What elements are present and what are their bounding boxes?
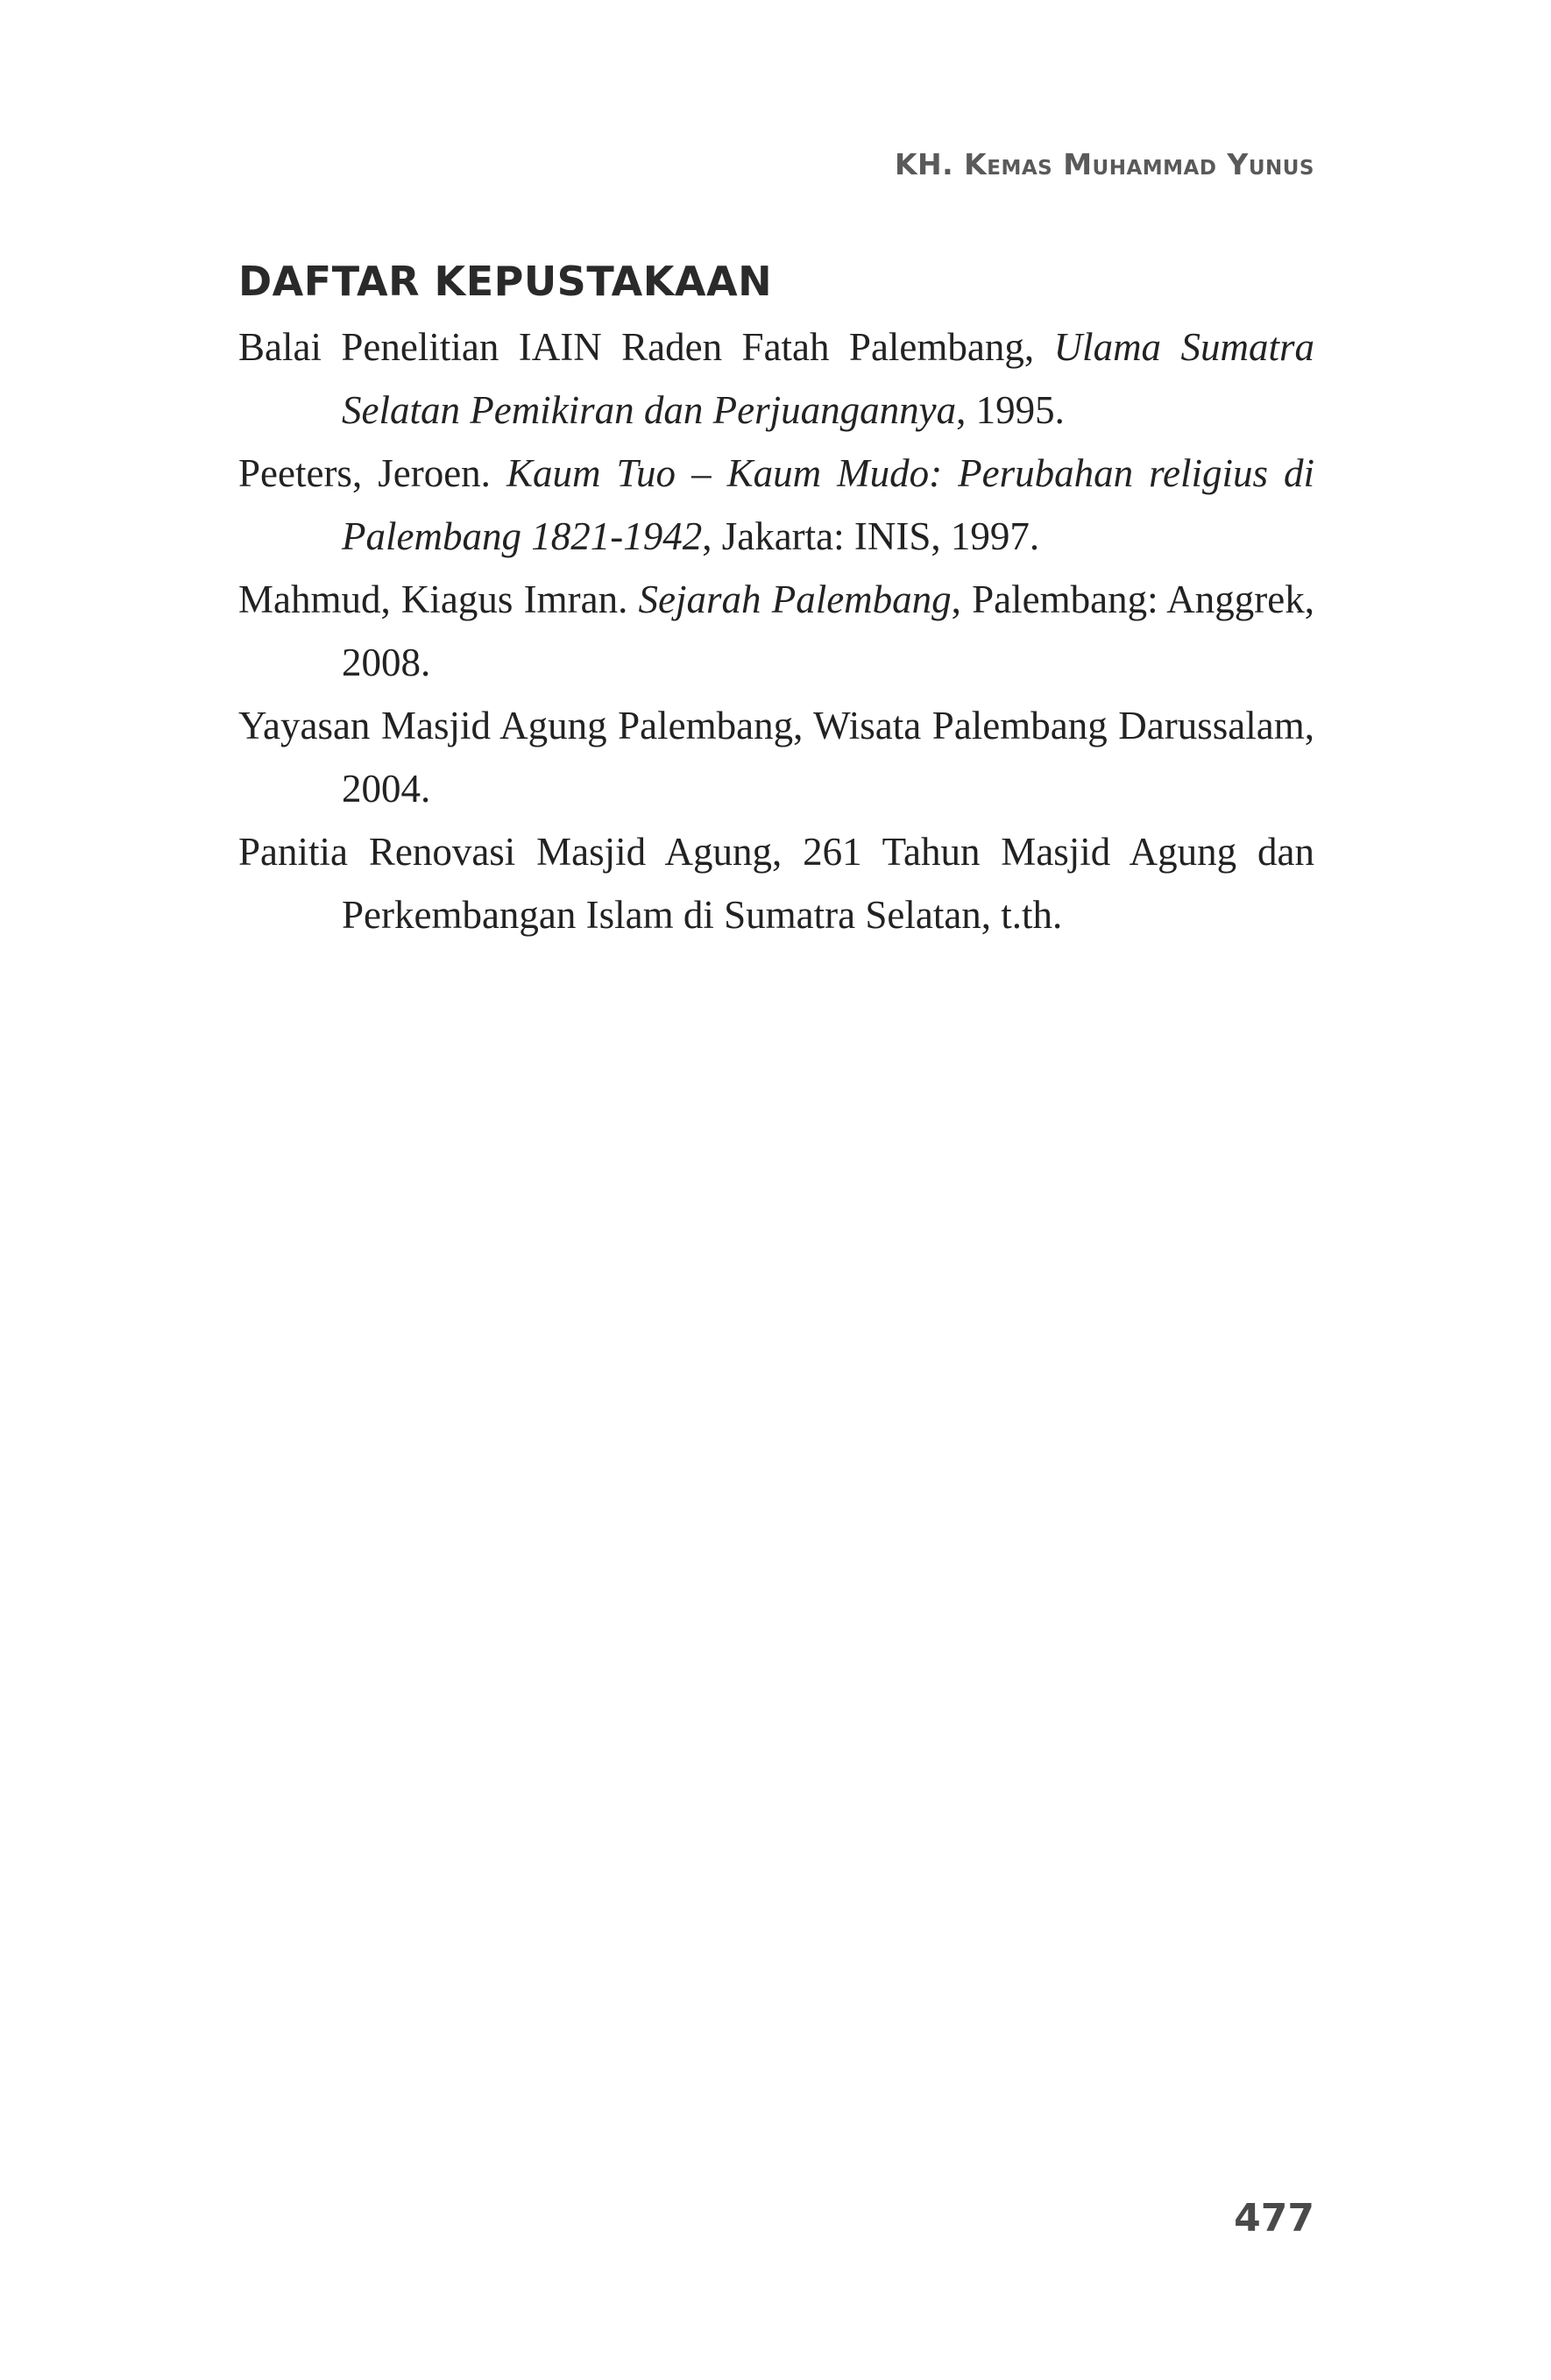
entry-author: Mahmud, Kiagus Imran. <box>238 577 639 621</box>
entry-title: Sejarah Palembang <box>638 577 952 621</box>
bibliography-entry <box>238 568 1314 694</box>
bibliography-section <box>238 254 1314 946</box>
entry-title: Kaum Tuo – Kaum Mudo: Perubahan religius di Palembang 1821-1942 <box>342 451 1314 558</box>
entry-text: Yayasan Masjid Agung Palembang, Wisata Palembang Darussalam, 2004. <box>238 704 1314 811</box>
entry-publication: , Jakarta: INIS, 1997. <box>702 514 1040 558</box>
entry-publication: , 1995. <box>956 388 1065 432</box>
bibliography-entry <box>238 442 1314 568</box>
entry-title: Ulama Sumatra Selatan Pemikiran dan Perjuangannya <box>342 325 1314 432</box>
running-header: KH. Kemas Muhammad Yunus <box>894 147 1314 181</box>
bibliography-list <box>238 315 1314 946</box>
bibliography-entry <box>238 315 1314 442</box>
page-number: 477 <box>1234 2196 1314 2241</box>
section-title: DAFTAR KEPUSTAKAAN <box>238 258 773 305</box>
entry-publication: , Palembang: Anggrek, 2008. <box>342 577 1314 684</box>
bibliography-entry <box>238 694 1314 820</box>
entry-text: Panitia Renovasi Masjid Agung, 261 Tahun Masjid Agung dan Perkembangan Islam di Sumatra Selatan, t.th. <box>238 830 1314 937</box>
entry-author: Balai Penelitian IAIN Raden Fatah Palembang, <box>238 325 1054 369</box>
entry-author: Peeters, Jeroen. <box>238 451 506 495</box>
bibliography-entry <box>238 820 1314 946</box>
